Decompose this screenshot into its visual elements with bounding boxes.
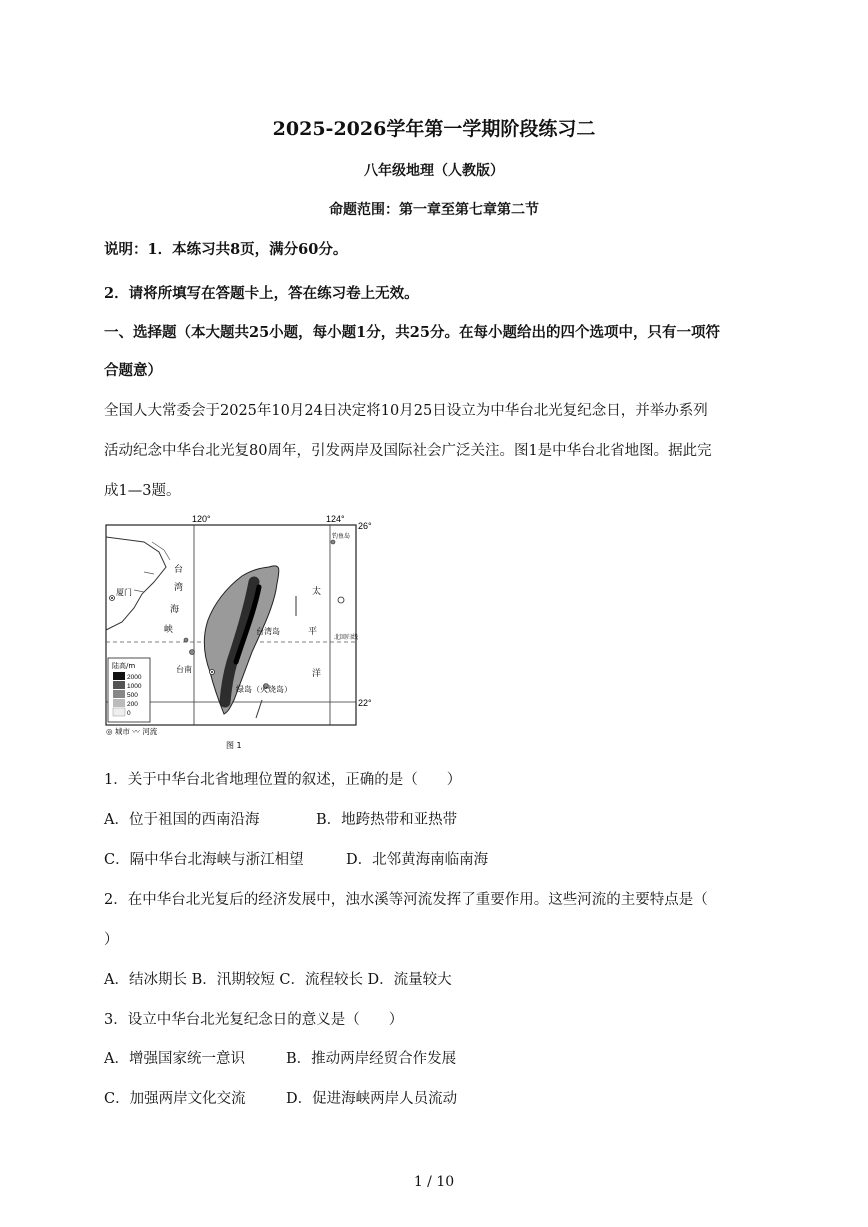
passage-line-2: 活动纪念中华台北光复80周年，引发两岸及国际社会广泛关注。图1是中华台北省地图。据此完 (104, 443, 712, 459)
legend-keys: ◎ 城市 〰 河流 (106, 727, 158, 736)
island-label-taiwan: 台湾岛 (256, 627, 280, 636)
taiwan-map-figure (104, 512, 372, 752)
q1-option-b: B．地跨热带和亚热带 (316, 812, 458, 828)
passage-line-3: 成1—3题。 (104, 483, 181, 499)
page-subtitle: 八年级地理（人教版） (364, 163, 504, 179)
exam-scope: 命题范围：第一章至第七章第二节 (329, 202, 539, 218)
note-2: 2．请将所填写在答题卡上，答在练习卷上无效。 (104, 285, 419, 302)
lon-label-120: 120° (192, 514, 211, 524)
ocean-label-1: 太 (312, 587, 322, 597)
passage-line-1: 全国人大常委会于2025年10月24日决定将10月25日设立为中华台北光复纪念日，并举办系列 (104, 403, 708, 419)
lon-label-124: 124° (326, 514, 345, 524)
page-number: 1 / 10 (413, 1174, 455, 1190)
city-label-tainan: 台南 (176, 665, 192, 674)
page-title: 2025-2026学年第一学期阶段练习二 (272, 118, 596, 140)
q1-option-d: D．北邻黄海南临南海 (346, 852, 489, 868)
strait-label-2: 湾 (174, 583, 184, 593)
tropic-label: 北回归线 (334, 634, 359, 641)
figure-caption: 图 1 (226, 741, 242, 750)
q3-option-d: D．促进海峡两岸人员流动 (286, 1091, 458, 1107)
island-label-diaoyu: 钓鱼岛 (332, 533, 351, 540)
section-heading: 一、选择题（本大题共25小题，每小题1分，共25分。在每小题给出的四个选项中，只有一项符 (104, 324, 720, 341)
q2-options: A．结冰期长 B．汛期较短 C．流程较长 D．流量较大 (104, 972, 452, 988)
map-svg (104, 512, 372, 752)
strait-label-4: 峡 (164, 625, 174, 635)
q1-option-a: A．位于祖国的西南沿海 (104, 812, 260, 828)
note-1: 说明：1．本练习共8页，满分60分。 (104, 241, 348, 258)
question-1-stem: 1．关于中华台北省地理位置的叙述，正确的是（ ） (104, 772, 462, 788)
question-3-stem: 3．设立中华台北光复纪念日的意义是（ ） (104, 1012, 404, 1028)
strait-label-1: 台 (174, 565, 184, 575)
lat-label-26: 26° (358, 521, 372, 531)
question-2-stem-cont: ） (104, 932, 119, 948)
ocean-label-3: 洋 (312, 669, 322, 679)
legend-value: 2000 (127, 674, 142, 681)
q3-option-b: B．推动两岸经贸合作发展 (286, 1051, 457, 1067)
strait-label-3: 海 (170, 605, 180, 615)
island-label-lvdao: 绿岛（火烧岛） (236, 685, 292, 694)
ocean-label-2: 平 (308, 627, 318, 637)
q1-option-c: C．隔中华台北海峡与浙江相望 (104, 852, 304, 868)
question-2-stem: 2．在中华台北光复后的经济发展中，浊水溪等河流发挥了重要作用。这些河流的主要特点是（ (104, 892, 708, 908)
legend-title: 陆高/m (112, 662, 136, 670)
legend-value: 200 (127, 701, 138, 708)
legend-value: 0 (127, 710, 131, 717)
legend-value: 500 (127, 692, 138, 699)
legend-value: 1000 (127, 683, 142, 690)
q3-option-a: A．增强国家统一意识 (104, 1051, 245, 1067)
section-heading-cont: 合题意） (104, 362, 162, 379)
city-label-xiamen: 厦门 (116, 588, 132, 597)
lat-label-22: 22° (358, 698, 372, 708)
q3-option-c: C．加强两岸文化交流 (104, 1091, 246, 1107)
